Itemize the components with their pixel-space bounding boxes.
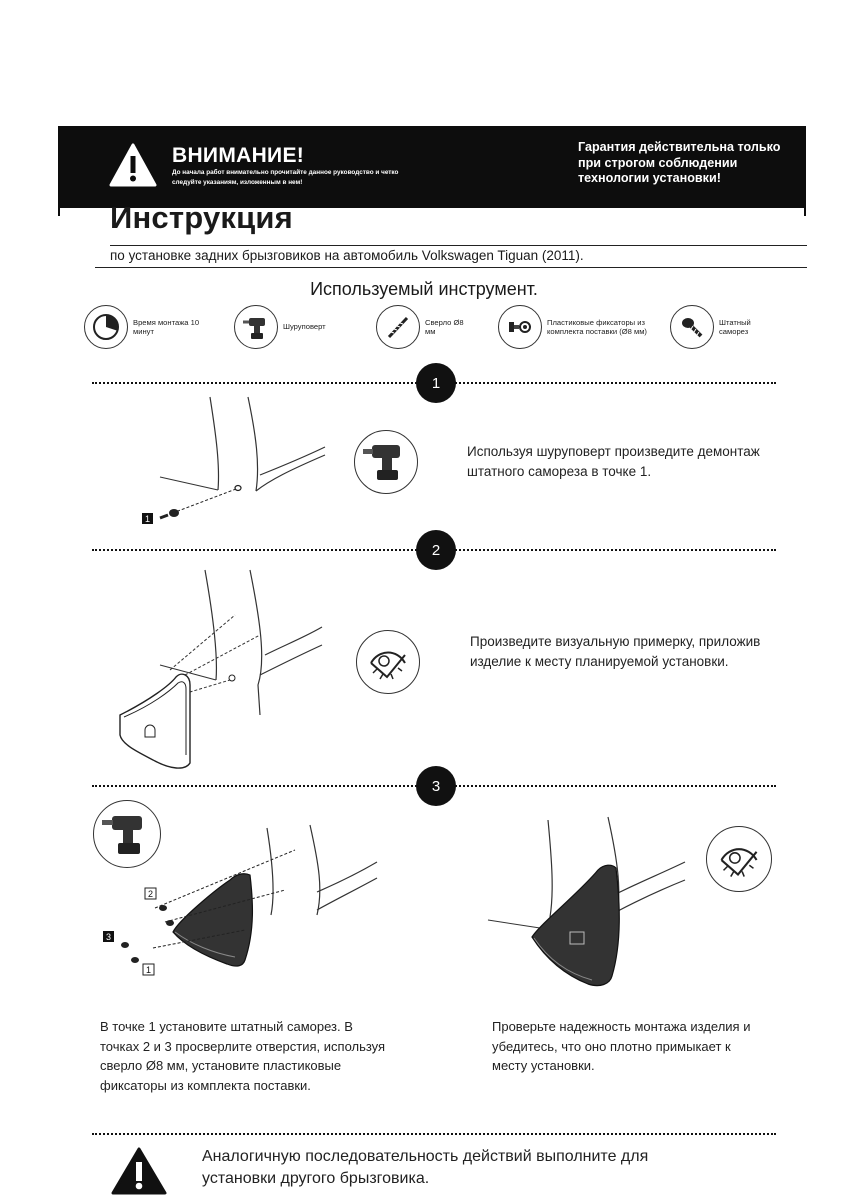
step3-left-text: В точке 1 установите штатный саморез. В точках 2 и 3 просверлите отверстия, используя сверло Ø8 мм, установите пластиковые фиксаторы из комплекта поставки. [100,1019,386,1093]
frame-right [804,208,806,216]
step-number-1: 1 [416,363,456,403]
step1-illustration [130,395,330,535]
step-number-2: 2 [416,530,456,570]
screw-icon [677,312,707,342]
subtitle-divider [95,267,807,268]
page-title: Инструкция [110,200,293,235]
callout-label: 1 [145,965,152,975]
step3-install-illustration [95,820,385,1000]
frame-left [58,208,60,216]
tool-circle [234,305,278,349]
warning-icon [110,1146,168,1196]
tool-item-screw [670,304,759,350]
tool-label: Шуруповерт [283,322,326,332]
tool-circle [376,305,420,349]
title-divider [110,245,807,246]
tool-label: Время монтажа 10 минут [133,317,200,336]
footer-note: Аналогичную последовательность действий выполните для установки другого брызговика. [202,1148,649,1187]
tool-label: Пластиковые фиксаторы из комплекта поставки (Ø8 мм) [547,317,647,336]
callout-label: 3 [105,932,112,942]
visual-check-circle [706,826,772,892]
eye-check-icon [707,827,770,890]
visual-check-circle [356,630,420,694]
callout-label: 2 [147,889,154,899]
section-divider [92,1133,776,1135]
tool-label: Сверло Ø8 мм [425,317,464,336]
step1-text: Используя шуруповерт произведите демонтаж штатного самореза в точке 1. [467,444,760,479]
tool-circle [498,305,542,349]
tool-item-time [84,304,203,350]
warning-title: ВНИМАНИЕ! [172,144,305,167]
drill-icon [241,312,271,342]
tool-item-drill-bit [376,304,465,350]
warning-icon [108,142,158,188]
tool-item-drill [234,304,326,350]
drill-icon [355,431,416,492]
step2-text: Произведите визуальную примерку, приложив изделие к месту планируемой установки. [470,634,761,669]
plastic-clips-icon [505,312,535,342]
clock-icon [91,312,121,342]
tool-circle [670,305,714,349]
step-number-3: 3 [416,766,456,806]
drill-bit-icon [383,312,413,342]
eye-check-icon [357,631,418,692]
tool-circle [84,305,128,349]
callout-label: 1 [144,514,151,524]
step3-result-illustration [480,812,690,1002]
page-subtitle: по установке задних брызговиков на автомобиль Volkswagen Tiguan (2011). [110,248,584,263]
tool-item-clips [498,304,647,350]
step2-illustration [110,565,330,775]
warning-text: До начала работ внимательно прочитайте данное руководство и четко следуйте указаниям, изложенным в нем! [172,169,399,186]
tool-label: Штатный саморез [719,317,751,336]
tool-drill-circle [354,430,418,494]
guarantee-text: Гарантия действительна только при строгом соблюдении технологии установки! [578,140,781,185]
tools-heading: Используемый инструмент. [310,279,538,299]
step3-right-text: Проверьте надежность монтажа изделия и убедитесь, что оно плотно примыкает к месту установки. [492,1019,751,1073]
